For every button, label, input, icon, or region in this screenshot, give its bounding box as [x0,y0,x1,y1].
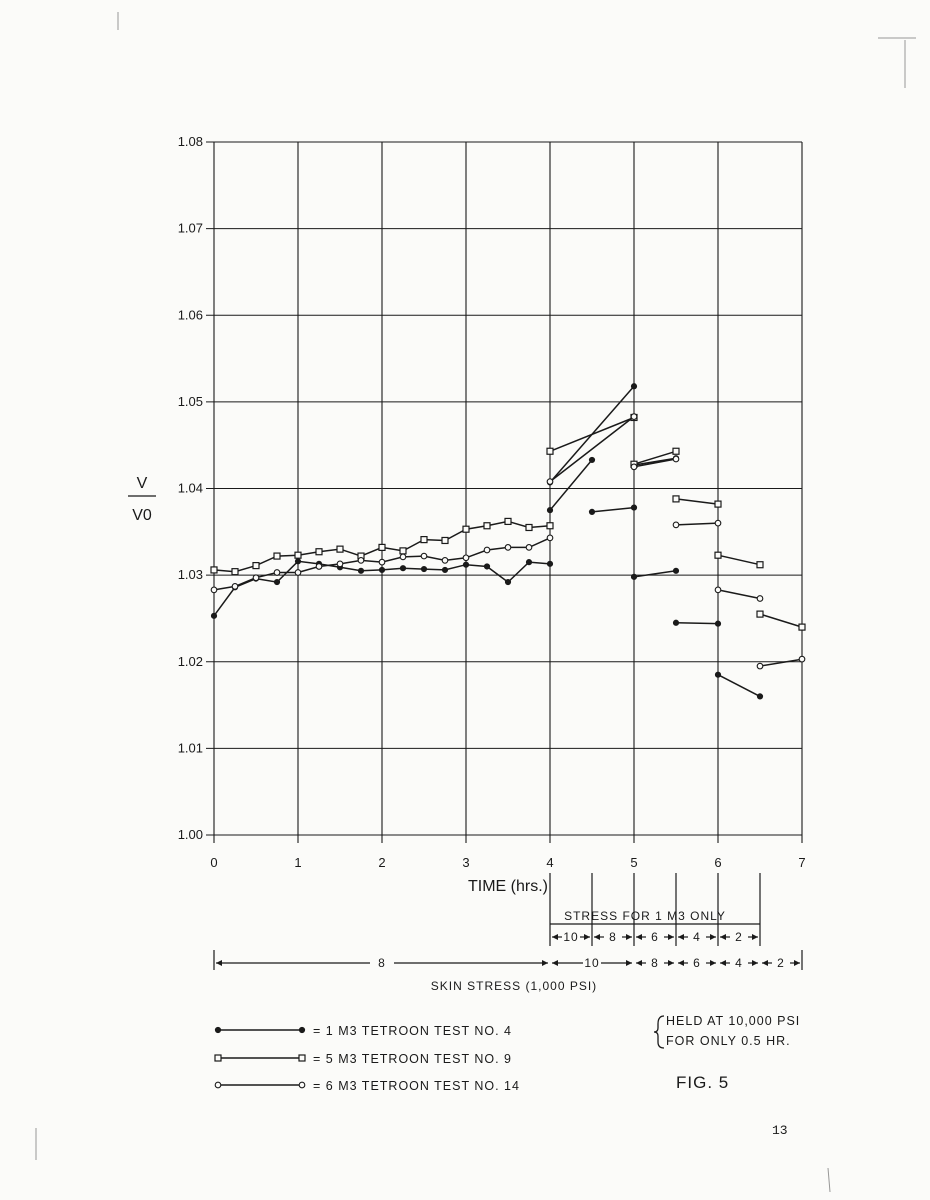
x-tick-label: 7 [798,855,806,870]
series-line [550,417,634,482]
arrow-head [668,960,674,966]
page-number: 13 [772,1123,788,1138]
data-point [673,620,678,625]
arrow-head [594,934,600,940]
x-tick-label: 2 [378,855,386,870]
data-point [215,1027,220,1032]
data-point [299,1055,305,1061]
data-point [547,508,552,513]
stress-upper-value: 8 [609,930,617,944]
x-tick-label: 0 [210,855,218,870]
series-line [550,418,634,452]
arrow-head [542,960,548,966]
y-tick-label: 1.08 [177,134,203,149]
data-point [274,553,280,559]
y-tick-labels [178,134,203,842]
data-point [400,548,406,554]
series-3 [211,414,805,669]
data-point [631,464,637,470]
legend-entry-1 [215,1024,512,1038]
data-point [337,546,343,552]
legend-label: = 5 M3 TETROON TEST NO. 9 [313,1052,513,1066]
series-line [718,675,760,697]
y-tick-label: 1.03 [177,567,203,583]
data-point [505,579,510,584]
data-point [631,505,636,510]
data-point [757,611,763,617]
series-1 [211,384,762,699]
arrow-head [720,960,726,966]
data-point [715,621,720,626]
data-point [589,457,594,462]
data-point [505,545,511,551]
stress-lower-value: 8 [378,956,386,970]
arrow-head [794,960,800,966]
data-point [442,567,447,572]
data-point [421,553,427,559]
arrow-head [678,960,684,966]
data-point [316,549,322,555]
data-point [673,496,679,502]
data-point [547,479,553,485]
data-point [253,575,259,581]
y-tick-label: 1.07 [177,220,203,236]
stress-lower-value: 10 [584,956,600,970]
data-point [316,564,322,570]
data-point [673,522,679,528]
data-point [547,448,553,454]
arrow-head [626,960,632,966]
data-point [526,545,532,551]
series-line [592,508,634,512]
arrow-head [720,934,726,940]
data-point [211,587,217,593]
legend-entry-2 [215,1052,512,1066]
y-tick-label: 1.04 [177,480,203,496]
data-point [274,579,279,584]
stress-upper-value: 10 [563,930,579,944]
skin-stress-label: SKIN STRESS (1,000 PSI) [430,979,598,993]
data-point [253,563,259,569]
series-line [676,499,718,504]
y-axis-label-top: V [136,475,148,492]
data-point [299,1027,304,1032]
arrow-head [710,960,716,966]
series-line [718,555,760,565]
data-point [715,552,721,558]
data-point [274,570,280,576]
legend-entry-3 [215,1079,520,1093]
data-point [631,384,636,389]
data-point [215,1055,221,1061]
arrow-head [216,960,222,966]
data-point [211,613,216,618]
data-point [379,567,384,572]
data-point [463,555,469,561]
data-point [295,559,300,564]
data-point [715,587,721,593]
data-point [799,656,805,662]
arrow-head [678,934,684,940]
legend-label: = 6 M3 TETROON TEST NO. 14 [313,1079,520,1093]
legend [215,1024,520,1093]
x-axis-label: TIME (hrs.) [468,878,548,895]
data-point [379,559,385,565]
data-point [799,624,805,630]
data-point [526,560,531,565]
data-point [379,544,385,550]
data-point [463,526,469,532]
y-tick-label: 1.01 [177,740,203,756]
data-point [631,574,636,579]
data-point [673,448,679,454]
arrow-head [636,934,642,940]
data-point [337,561,343,567]
series-line [718,590,760,599]
data-point [442,537,448,543]
data-point [358,558,364,564]
legend-note-line2: FOR ONLY 0.5 HR. [666,1034,791,1048]
data-point [421,537,427,543]
data-point [757,562,763,568]
data-point [484,547,490,553]
figure-label: FIG. 5 [676,1073,730,1092]
data-point [484,523,490,529]
series-line [760,614,802,627]
stress-lower-value: 6 [693,956,701,970]
data-point [421,566,426,571]
data-point [715,501,721,507]
legend-label: = 1 M3 TETROON TEST NO. 4 [313,1024,513,1038]
y-tick-label: 1.05 [177,393,203,409]
y-tick-label: 1.02 [177,653,203,669]
series-line [676,623,718,624]
data-point [442,558,448,564]
y-tick-label: 1.00 [177,827,203,842]
data-point [400,554,406,560]
arrow-head [636,960,642,966]
data-point [757,694,762,699]
y-axis-label-bottom: V0 [132,507,152,524]
x-tick-label: 6 [714,855,722,870]
arrow-head [752,960,758,966]
data-point [673,456,679,462]
legend-note-brace [654,1016,664,1048]
data-point [757,663,763,669]
data-point [505,518,511,524]
x-tick-label: 1 [294,855,302,870]
arrow-head [762,960,768,966]
y-tick-label: 1.06 [177,307,203,323]
arrow-head [668,934,674,940]
plot-area [178,134,806,870]
legend-note-line1: HELD AT 10,000 PSI [666,1014,801,1028]
stress-lower-value: 2 [777,956,785,970]
arrow-head [552,934,558,940]
stress-upper-value: 6 [651,930,659,944]
data-point [463,562,468,567]
data-point [232,584,238,590]
series-line [676,523,718,525]
stress-upper-value: 4 [693,930,701,944]
stress-upper-value: 2 [735,930,743,944]
series-group [211,384,805,699]
data-point [484,564,489,569]
data-point [211,567,217,573]
series-line [760,659,802,666]
stress-upper-title: STRESS FOR 1 M3 ONLY [564,909,726,923]
data-point [547,561,552,566]
x-tick-label: 4 [546,855,554,870]
x-tick-labels [210,835,805,870]
arrow-head [626,934,632,940]
data-point [715,672,720,677]
stress-lower-value: 8 [651,956,659,970]
x-tick-label: 5 [630,855,638,870]
data-point [299,1082,305,1088]
data-point [673,568,678,573]
arrow-head [584,934,590,940]
arrow-head [710,934,716,940]
data-point [232,569,238,575]
data-point [215,1082,221,1088]
grid-lines [206,142,802,835]
data-point [526,524,532,530]
data-point [547,535,553,541]
data-point [400,566,405,571]
data-point [757,596,763,602]
data-point [715,520,721,526]
series-line [550,460,592,510]
arrow-head [552,960,558,966]
data-point [589,509,594,514]
data-point [547,523,553,529]
x-tick-label: 3 [462,855,470,870]
series-line [634,571,676,577]
arrow-head [752,934,758,940]
stress-lower-value: 4 [735,956,743,970]
data-point [295,552,301,558]
data-point [358,568,363,573]
data-point [631,414,637,420]
data-point [295,570,301,576]
